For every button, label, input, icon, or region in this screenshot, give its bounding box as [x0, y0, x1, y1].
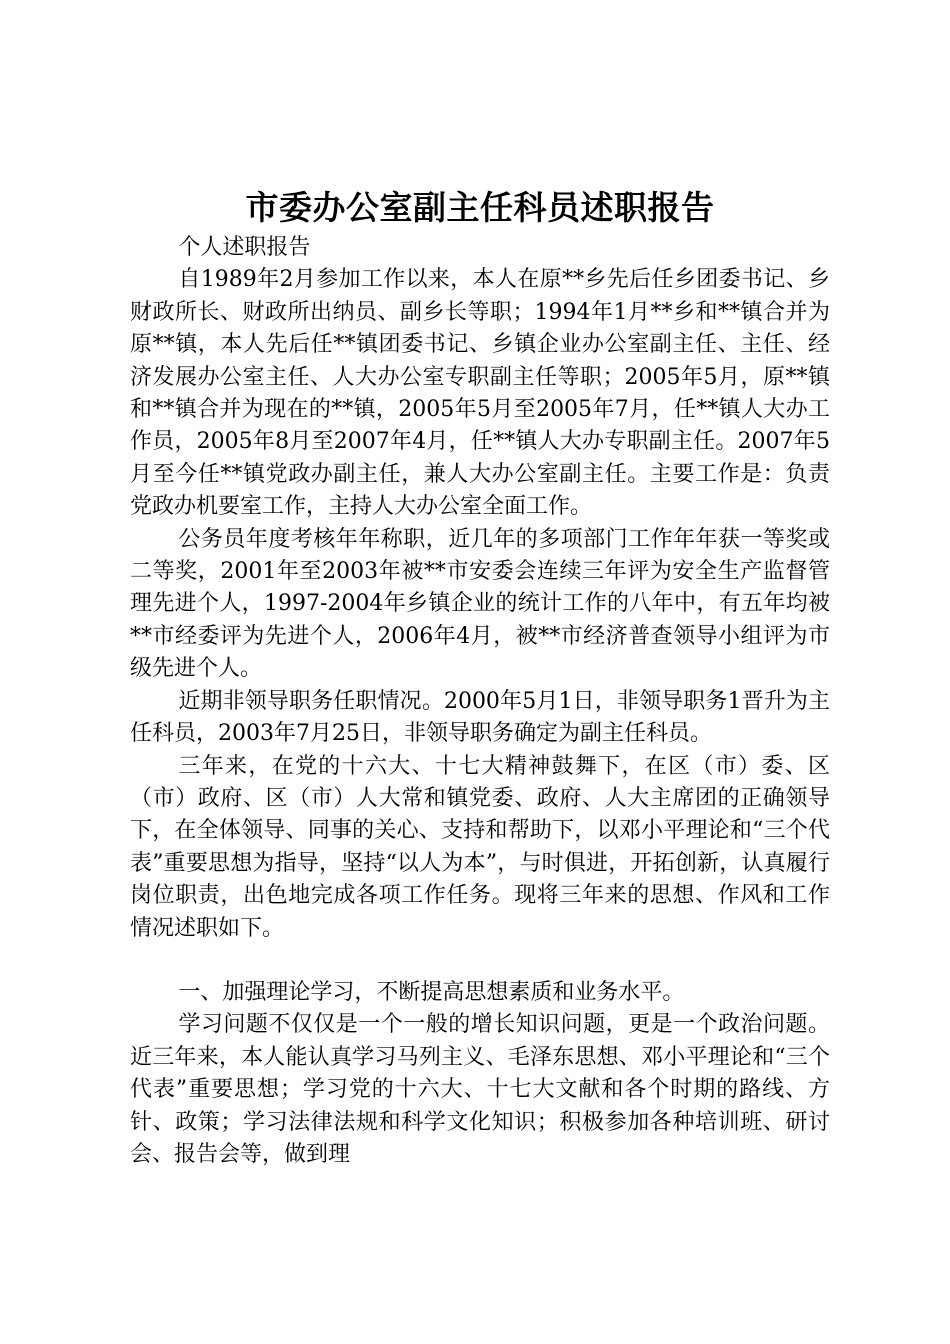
paragraph-study: 学习问题不仅仅是一个一般的增长知识问题，更是一个政治问题。近三年来，本人能认真学习马列主义、毛泽东思想、邓小平理论和“三个代表”重要思想；学习党的十六大、十七大文献和各个时期的路线、方针、政策；学习法律法规和科学文化知识；积极参加各种培训班、研讨会、报告会等，做到理 — [130, 1012, 830, 1167]
section-heading-1: 一、加强理论学习，不断提高思想素质和业务水平。 — [178, 979, 685, 1005]
paragraph-honors: 公务员年度考核年年称职，近几年的多项部门工作年年获一等奖或二等奖，2001年至2003年被**市安委会连续三年评为安全生产监督管理先进个人，1997-2004年乡镇企业的统计工作的八年中，有五年均被**市经委评为先进个人，2006年4月，被**市经济普查领导小组评为市级先进个人。 — [130, 526, 830, 682]
document-body — [130, 232, 830, 1171]
document-page — [130, 0, 830, 1344]
paragraph-rank: 近期非领导职务任职情况。2000年5月1日，非领导职务1晋升为主任科员，2003年7月25日，非领导职务确定为副主任科员。 — [130, 688, 830, 747]
paragraph-overview: 三年来，在党的十六大、十七大精神鼓舞下，在区（市）委、区（市）政府、区（市）人大常和镇党委、政府、人大主席团的正确领导下，在全体领导、同事的关心、支持和帮助下，以邓小平理论和“三个代表”重要思想为指导，坚持“以人为本”，与时俱进，开拓创新，认真履行岗位职责，出色地完成各项工作任务。现将三年来的思想、作风和工作情况述职如下。 — [130, 753, 830, 941]
document-title: 市委办公室副主任科员述职报告 — [245, 188, 715, 227]
paragraph-work-history: 自1989年2月参加工作以来，本人在原**乡先后任乡团委书记、乡财政所长、财政所出纳员、副乡长等职；1994年1月**乡和**镇合并为原**镇，本人先后任**镇团委书记、乡镇企业办公室副主任、主任、经济发展办公室主任、人大办公室专职副主任等职；2005年5月，原**镇和**镇合并为现在的**镇，2005年5月至2005年7月，任**镇人大办工作员，2005年8月至2007年4月，任**镇人大办专职副主任。2007年5月至今任**镇党政办副主任，兼人大办公室副主任。主要工作是：负责党政办机要室工作，主持人大办公室全面工作。 — [130, 267, 830, 520]
paragraph-subtitle: 个人述职报告 — [178, 235, 311, 260]
